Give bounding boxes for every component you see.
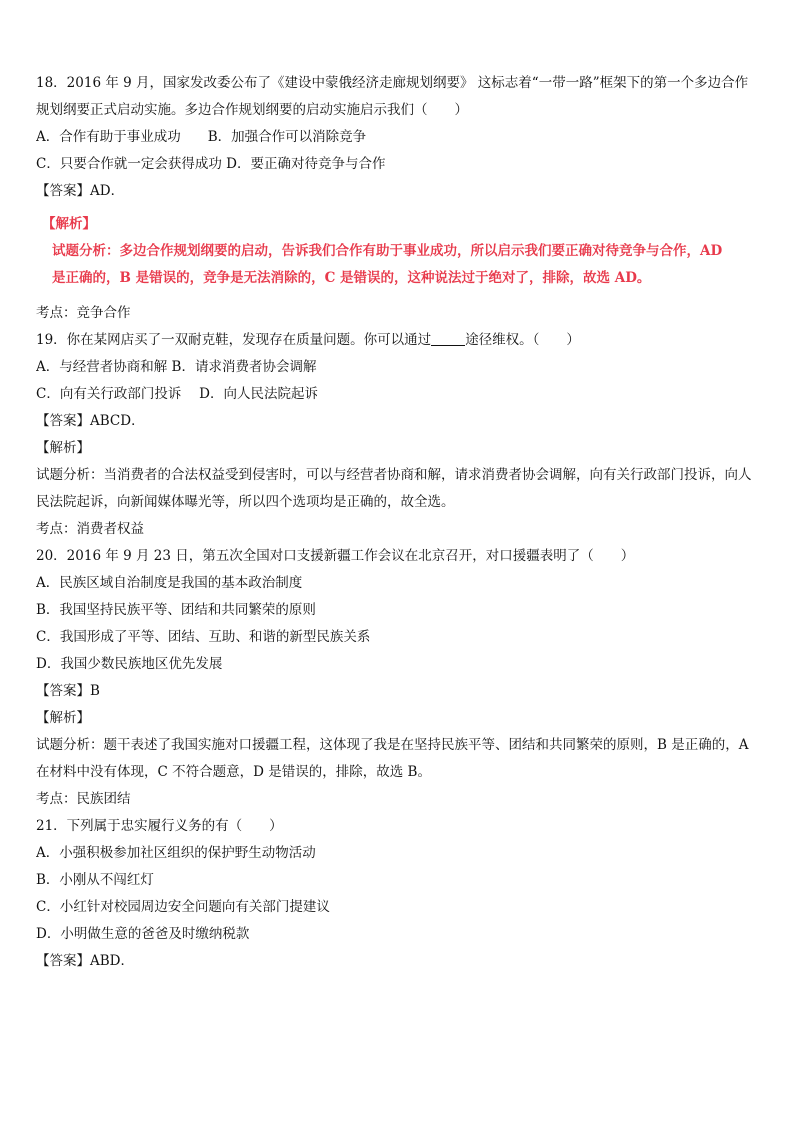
q20-answer: 【答案】B xyxy=(36,683,100,699)
q18-analysis-text: 试题分析：多边合作规划纲要的启动，告诉我们合作有助于事业成功，所以启示我们要正确对待竞争与合作，AD 是正确的，B 是错误的，竞争是无法消除的，C 是错误的，这种说法过于绝对了，排除，故选 AD。 xyxy=(52,243,723,286)
q19-analysis-text: 试题分析：当消费者的合法权益受到侵害时，可以与经营者协商和解，请求消费者协会调解，向有关行政部门投诉，向人民法院起诉，向新闻媒体曝光等，所以四个选项均是正确的，故全选。 xyxy=(36,467,752,510)
q18-stem: 18．2016 年 9 月，国家发改委公布了《建设中蒙俄经济走廊规划纲要》 这标志着“一带一路”框架下的第一个多边合作规划纲要正式启动实施。多边合作规划纲要的启动实施启示我们（ ） xyxy=(36,75,749,118)
q20-option-d: D．我国少数民族地区优先发展 xyxy=(36,656,223,672)
q18-answer: 【答案】AD． xyxy=(36,183,125,199)
q20-analysis-heading: 【解析】 xyxy=(36,710,90,726)
q18-analysis-heading: 【解析】 xyxy=(42,216,96,232)
q20-option-a: A．民族区域自治制度是我国的基本政治制度 xyxy=(36,575,303,591)
q19-answer: 【答案】ABCD． xyxy=(36,413,145,429)
q19-point: 考点：消费者权益 xyxy=(36,521,144,537)
q21-stem: 21．下列属于忠实履行义务的有（ ） xyxy=(36,818,283,834)
q19-stem-after: 途径维权。（ ） xyxy=(465,332,580,348)
q18-point: 考点：竞争合作 xyxy=(36,305,131,321)
q20-option-b: B．我国坚持民族平等、团结和共同繁荣的原则 xyxy=(36,602,316,618)
q18-options-cd: C．只要合作就一定会获得成功 D．要正确对待竞争与合作 xyxy=(36,156,386,172)
q21-option-a: A．小强积极参加社区组织的保护野生动物活动 xyxy=(36,845,316,861)
exam-page xyxy=(36,70,758,975)
q19-options-ab: A．与经营者协商和解 B．请求消费者协会调解 xyxy=(36,359,317,375)
q20-analysis-text: 试题分析：题干表述了我国实施对口援疆工程，这体现了我是在坚持民族平等、团结和共同繁荣的原则，B 是正确的，A 在材料中没有体现，C 不符合题意，D 是错误的，排除，故选 B。 xyxy=(36,737,749,780)
q21-option-d: D．小明做生意的爸爸及时缴纳税款 xyxy=(36,926,250,942)
q18-options-ab: A．合作有助于事业成功 B．加强合作可以消除竞争 xyxy=(36,129,367,145)
q21-option-b: B．小刚从不闯红灯 xyxy=(36,872,154,888)
q20-option-c: C．我国形成了平等、团结、互助、和谐的新型民族关系 xyxy=(36,629,371,645)
q19-analysis-heading: 【解析】 xyxy=(36,440,90,456)
q19-options-cd: C．向有关行政部门投诉 D．向人民法院起诉 xyxy=(36,386,318,402)
q21-answer: 【答案】ABD． xyxy=(36,953,134,969)
q20-stem: 20．2016 年 9 月 23 日，第五次全国对口支援新疆工作会议在北京召开，对口援疆表明了（ ） xyxy=(36,548,635,564)
q19-stem-before: 19．你在某网店买了一双耐克鞋，发现存在质量问题。你可以通过 xyxy=(36,332,432,348)
q19-blank xyxy=(431,331,465,346)
q19-stem xyxy=(36,327,758,354)
q21-option-c: C．小红针对校园周边安全问题向有关部门提建议 xyxy=(36,899,330,915)
q20-point: 考点：民族团结 xyxy=(36,791,131,807)
